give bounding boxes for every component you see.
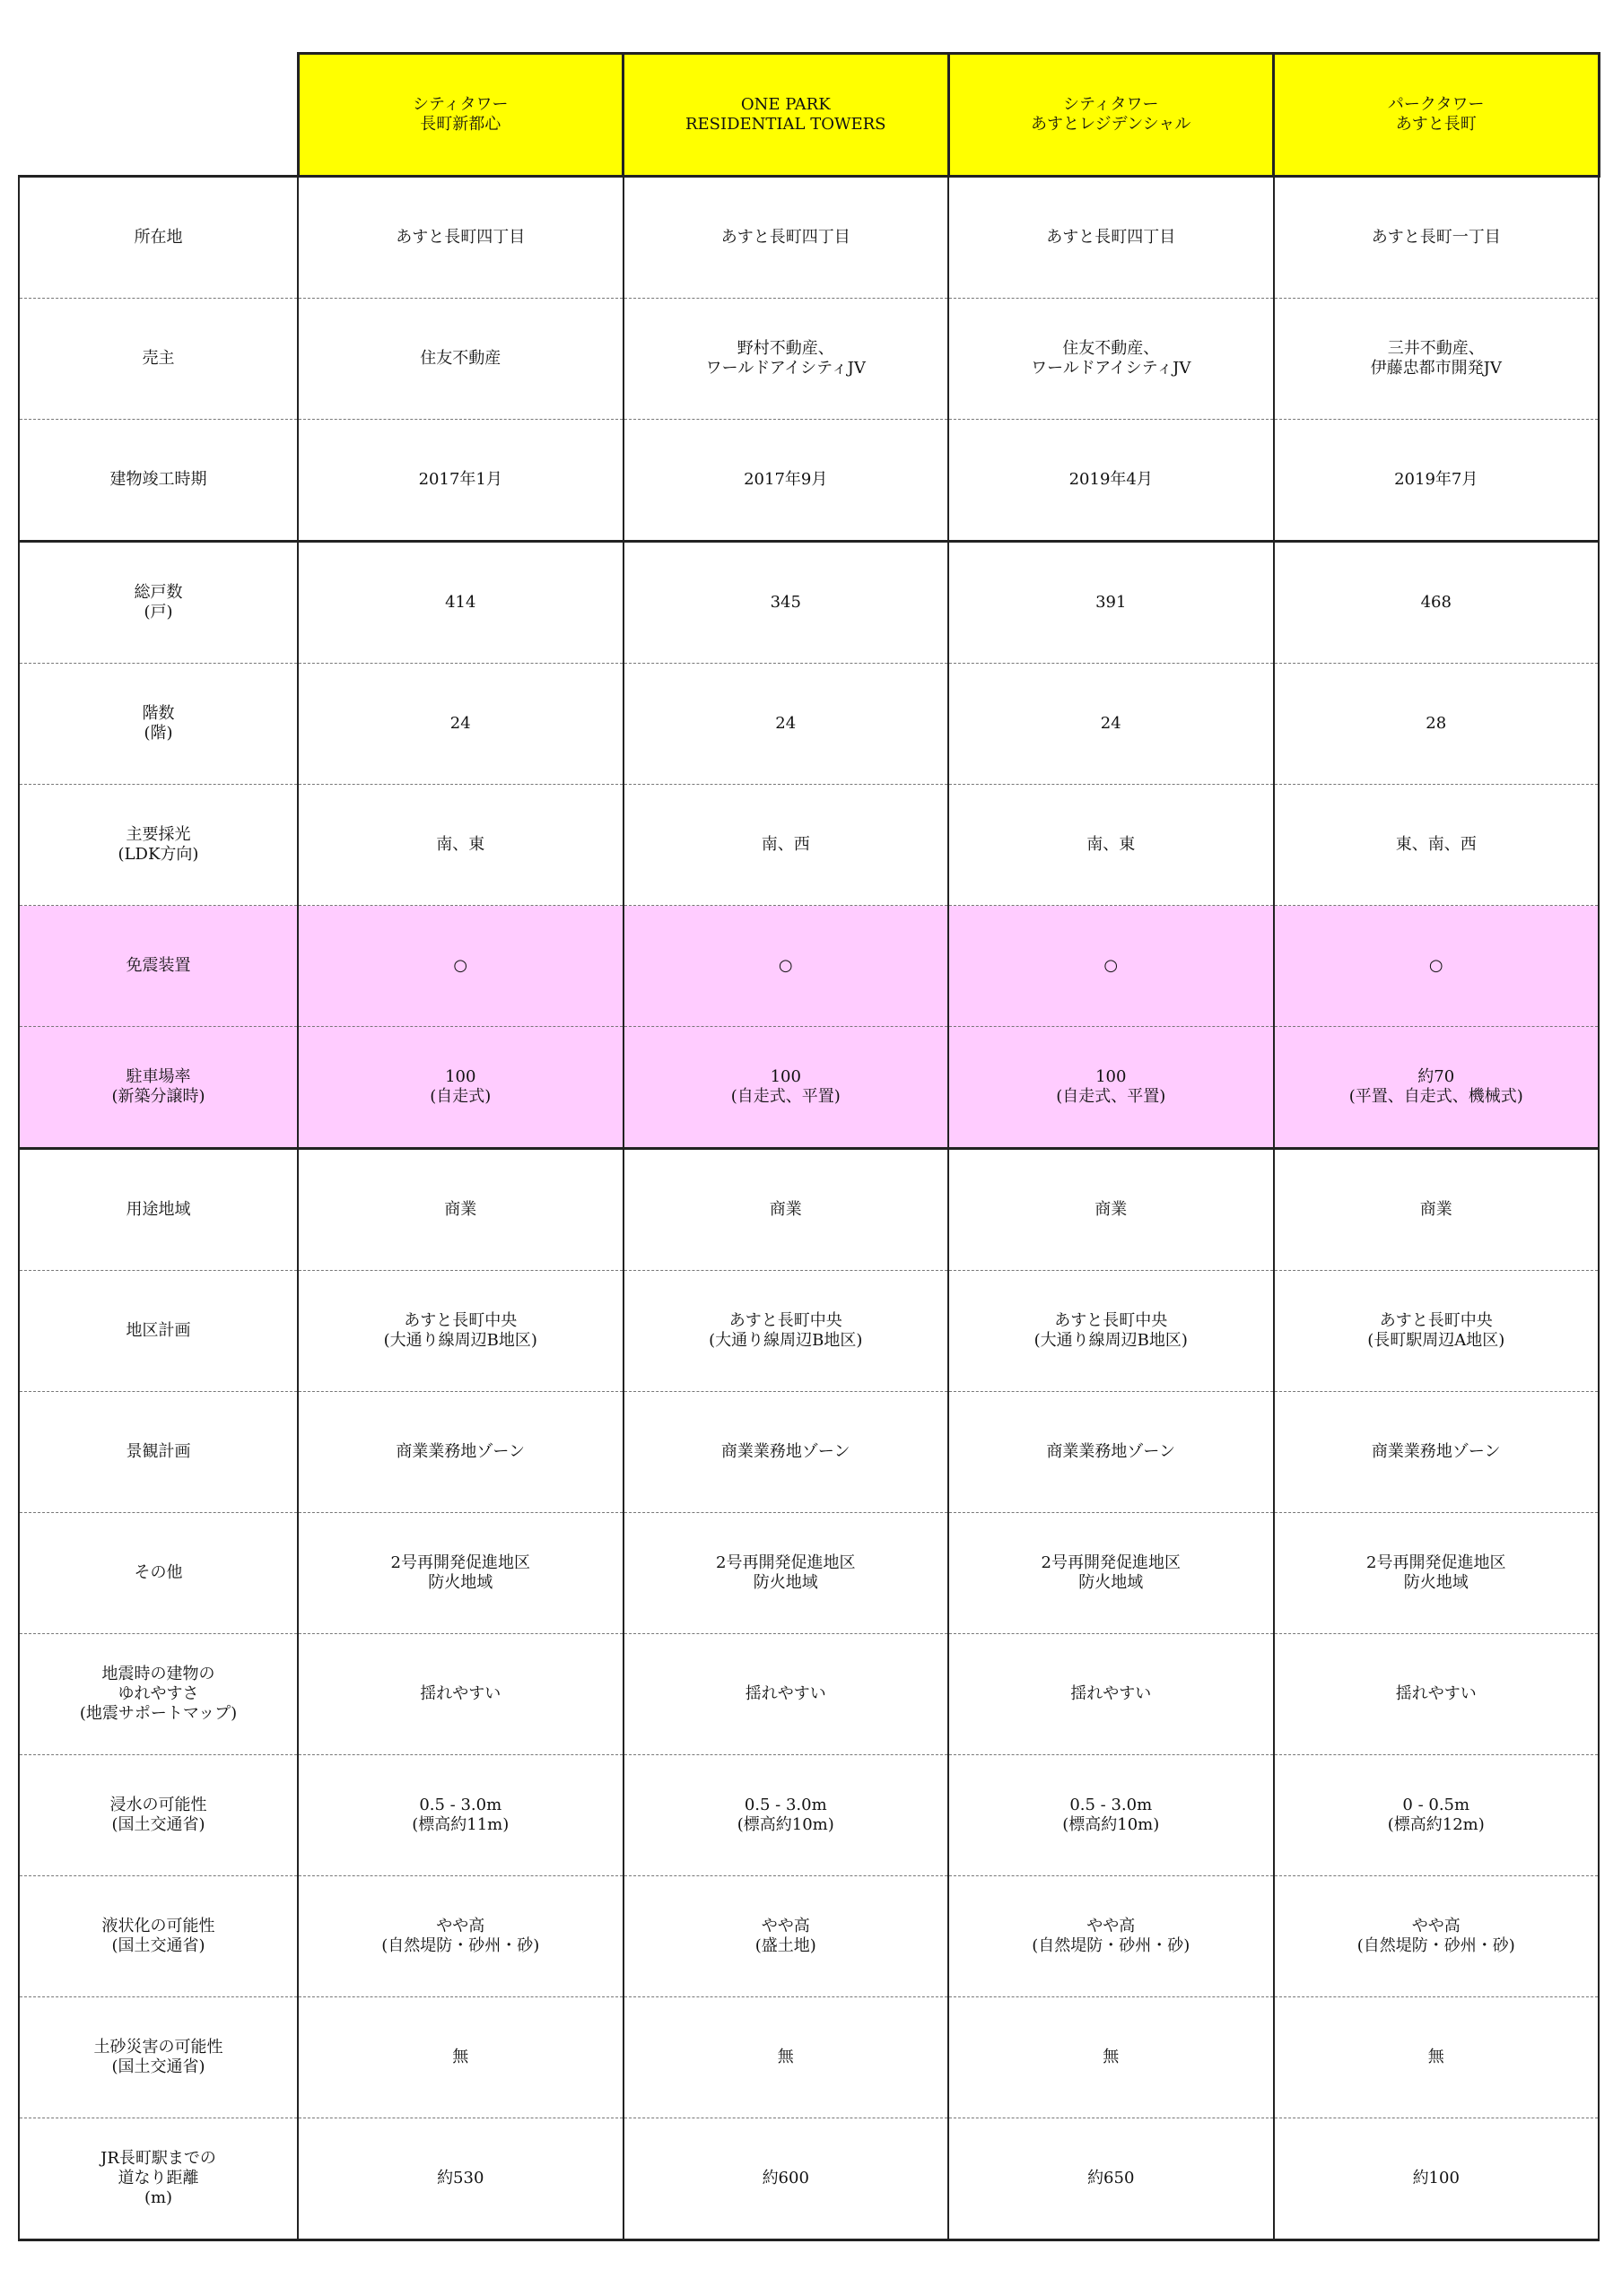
header-property-4 — [1274, 54, 1600, 177]
cell-line: 24 — [449, 714, 471, 733]
row-label — [19, 1634, 298, 1755]
cell-line: (自走式、平置) — [1056, 1087, 1166, 1106]
row-label — [19, 542, 298, 664]
cell-property-2 — [624, 177, 949, 299]
table-row — [19, 1755, 1599, 1876]
cell-line: 100 — [770, 1067, 801, 1086]
cell-line: (盛土地) — [754, 1936, 816, 1955]
cell-property-2 — [624, 420, 949, 542]
cell-property-2 — [624, 1027, 949, 1149]
row-label-line: ゆれやすさ — [118, 1684, 199, 1703]
cell-line: 391 — [1095, 593, 1127, 612]
cell-line: ○ — [1428, 956, 1443, 975]
row-label — [19, 1513, 298, 1634]
cell-line: 揺れやすい — [1395, 1684, 1477, 1703]
table-row — [19, 1634, 1599, 1755]
cell-property-1 — [298, 1271, 624, 1392]
cell-line: (自走式) — [430, 1087, 492, 1106]
cell-line: 約530 — [437, 2169, 484, 2187]
cell-property-1 — [298, 1876, 624, 1997]
row-label — [19, 1755, 298, 1876]
table-row — [19, 1271, 1599, 1392]
row-label-line: 売主 — [142, 349, 175, 368]
row-label-line: JR長町駅までの — [100, 2149, 216, 2168]
cell-property-3 — [948, 420, 1274, 542]
cell-line: 2号再開発促進地区 — [1041, 1553, 1181, 1572]
cell-line: (大通り線周辺B地区) — [709, 1331, 863, 1350]
cell-line: 2019年4月 — [1068, 470, 1153, 489]
table-row — [19, 420, 1599, 542]
cell-property-4 — [1274, 1149, 1600, 1271]
header-line: RESIDENTIAL TOWERS — [685, 115, 886, 134]
row-label-line: 建物竣工時期 — [109, 470, 207, 489]
cell-line: やや高 — [1086, 1917, 1136, 1935]
cell-line: (自然堤防・砂州・砂) — [1356, 1936, 1515, 1955]
cell-line: ○ — [778, 956, 793, 975]
cell-line: 0.5 - 3.0m — [419, 1796, 502, 1814]
row-label-line: (国土交通省) — [111, 1936, 205, 1955]
cell-property-3 — [948, 1271, 1274, 1392]
row-label — [19, 420, 298, 542]
cell-property-1 — [298, 1634, 624, 1755]
cell-property-2 — [624, 299, 949, 420]
cell-property-3 — [948, 299, 1274, 420]
cell-line: 100 — [1095, 1067, 1127, 1086]
header-line: パークタワー — [1387, 95, 1485, 114]
cell-line: 商業業務地ゾーン — [720, 1442, 850, 1461]
cell-property-3 — [948, 1997, 1274, 2118]
cell-property-1 — [298, 785, 624, 906]
table-row — [19, 1876, 1599, 1997]
row-label-line: 地震時の建物の — [101, 1665, 215, 1683]
cell-line: 28 — [1426, 714, 1447, 733]
header-line: ONE PARK — [740, 95, 831, 114]
cell-line: 三井不動産、 — [1387, 339, 1485, 358]
cell-line: 0.5 - 3.0m — [1069, 1796, 1153, 1814]
cell-property-2 — [624, 906, 949, 1027]
cell-property-1 — [298, 664, 624, 785]
header-line: シティタワー — [412, 95, 509, 114]
header-line: シティタワー — [1062, 95, 1159, 114]
cell-property-3 — [948, 1027, 1274, 1149]
header-property-1 — [298, 54, 624, 177]
header-line: あすと長町 — [1395, 115, 1477, 134]
cell-property-4 — [1274, 1271, 1600, 1392]
cell-line: 無 — [1103, 2048, 1120, 2066]
row-label — [19, 1876, 298, 1997]
cell-line: 防火地域 — [1403, 1573, 1469, 1592]
cell-property-4 — [1274, 1634, 1600, 1755]
cell-line: 0.5 - 3.0m — [744, 1796, 827, 1814]
cell-line: 東、南、西 — [1395, 835, 1477, 854]
cell-line: 野村不動産、 — [737, 339, 834, 358]
cell-line: 345 — [770, 593, 801, 612]
cell-property-3 — [948, 1149, 1274, 1271]
cell-line: 防火地域 — [1078, 1573, 1144, 1592]
table-row — [19, 906, 1599, 1027]
table-row — [19, 785, 1599, 906]
cell-property-1 — [298, 299, 624, 420]
cell-line: 468 — [1420, 593, 1452, 612]
row-label-line: 地区計画 — [126, 1321, 191, 1340]
cell-property-4 — [1274, 1997, 1600, 2118]
cell-line: 414 — [445, 593, 476, 612]
cell-property-2 — [624, 1997, 949, 2118]
cell-line: 揺れやすい — [1070, 1684, 1152, 1703]
cell-line: (平置、自走式、機械式) — [1348, 1087, 1523, 1106]
cell-property-1 — [298, 1997, 624, 2118]
cell-property-3 — [948, 1755, 1274, 1876]
row-label-line: 所在地 — [134, 228, 183, 247]
cell-line: あすと長町一丁目 — [1371, 228, 1501, 247]
cell-line: (標高約10m) — [1062, 1815, 1160, 1834]
cell-line: 約600 — [762, 2169, 809, 2187]
cell-line: やや高 — [1411, 1917, 1461, 1935]
cell-line: 100 — [445, 1067, 476, 1086]
row-label-line: 主要採光 — [126, 825, 191, 844]
cell-property-1 — [298, 420, 624, 542]
row-label — [19, 2118, 298, 2240]
row-label — [19, 177, 298, 299]
cell-property-3 — [948, 2118, 1274, 2240]
cell-line: 商業 — [444, 1200, 477, 1219]
cell-property-4 — [1274, 1027, 1600, 1149]
header-row — [19, 54, 1599, 177]
cell-line: (標高約12m) — [1387, 1815, 1485, 1834]
table-row — [19, 1149, 1599, 1271]
row-label-line: 総戸数 — [134, 583, 183, 602]
cell-line: 商業業務地ゾーン — [1046, 1442, 1176, 1461]
row-label — [19, 1149, 298, 1271]
cell-line: (標高約11m) — [412, 1815, 510, 1834]
row-label — [19, 1997, 298, 2118]
row-label-line: 階数 — [142, 704, 175, 723]
cell-property-4 — [1274, 1513, 1600, 1634]
cell-line: 防火地域 — [753, 1573, 818, 1592]
row-label — [19, 906, 298, 1027]
cell-line: あすと長町四丁目 — [1046, 228, 1176, 247]
cell-property-4 — [1274, 299, 1600, 420]
row-label-line: (戸) — [144, 603, 173, 622]
cell-property-4 — [1274, 1755, 1600, 1876]
cell-property-4 — [1274, 420, 1600, 542]
cell-line: 2017年9月 — [744, 470, 828, 489]
cell-line: 防火地域 — [428, 1573, 493, 1592]
cell-line: 0 - 0.5m — [1402, 1796, 1470, 1814]
cell-line: 2号再開発促進地区 — [716, 1553, 856, 1572]
cell-property-2 — [624, 1392, 949, 1513]
cell-line: 揺れやすい — [420, 1684, 501, 1703]
cell-property-1 — [298, 1027, 624, 1149]
cell-line: (標高約10m) — [737, 1815, 834, 1834]
row-label-line: 道なり距離 — [118, 2169, 199, 2187]
row-label-line: 用途地域 — [126, 1200, 191, 1219]
row-label — [19, 1271, 298, 1392]
cell-property-4 — [1274, 2118, 1600, 2240]
cell-property-1 — [298, 1513, 624, 1634]
row-label-line: その他 — [134, 1563, 183, 1582]
cell-property-1 — [298, 2118, 624, 2240]
cell-line: (長町駅周辺A地区) — [1367, 1331, 1505, 1350]
cell-property-3 — [948, 906, 1274, 1027]
row-label-line: 土砂災害の可能性 — [93, 2038, 223, 2057]
cell-line: 住友不動産、 — [1062, 339, 1160, 358]
cell-property-4 — [1274, 664, 1600, 785]
cell-line: (大通り線周辺B地区) — [1033, 1331, 1188, 1350]
cell-line: あすと長町四丁目 — [396, 228, 526, 247]
cell-line: ○ — [1103, 956, 1119, 975]
cell-line: やや高 — [761, 1917, 810, 1935]
cell-line: 商業 — [1419, 1200, 1452, 1219]
table-row — [19, 1392, 1599, 1513]
cell-line: 24 — [775, 714, 797, 733]
cell-property-2 — [624, 1634, 949, 1755]
cell-property-2 — [624, 1876, 949, 1997]
row-label-line: 景観計画 — [126, 1442, 191, 1461]
row-label-line: (新築分譲時) — [111, 1087, 205, 1106]
row-label-line: 浸水の可能性 — [109, 1796, 207, 1814]
table-row — [19, 1027, 1599, 1149]
cell-line: 住友不動産 — [420, 349, 501, 368]
cell-property-1 — [298, 542, 624, 664]
cell-property-1 — [298, 906, 624, 1027]
cell-line: 南、西 — [761, 835, 810, 854]
cell-property-4 — [1274, 1876, 1600, 1997]
cell-line: 揺れやすい — [745, 1684, 826, 1703]
cell-property-1 — [298, 1149, 624, 1271]
cell-line: 約650 — [1087, 2169, 1135, 2187]
cell-property-2 — [624, 542, 949, 664]
cell-property-4 — [1274, 785, 1600, 906]
cell-line: (大通り線周辺B地区) — [383, 1331, 537, 1350]
cell-line: あすと長町中央 — [1379, 1311, 1493, 1330]
cell-line: (自走式、平置) — [730, 1087, 841, 1106]
cell-line: あすと長町四丁目 — [720, 228, 850, 247]
cell-property-3 — [948, 542, 1274, 664]
cell-line: やや高 — [436, 1917, 485, 1935]
cell-property-3 — [948, 1392, 1274, 1513]
row-label-line: (地震サポートマップ) — [79, 1704, 238, 1723]
table-row — [19, 2118, 1599, 2240]
row-label-line: 液状化の可能性 — [101, 1917, 215, 1935]
cell-property-1 — [298, 1392, 624, 1513]
header-property-3 — [948, 54, 1274, 177]
table-row — [19, 177, 1599, 299]
table-row — [19, 542, 1599, 664]
cell-line: 伊藤忠都市開発JV — [1370, 359, 1502, 378]
cell-property-2 — [624, 1513, 949, 1634]
cell-property-3 — [948, 1634, 1274, 1755]
row-label — [19, 664, 298, 785]
cell-line: 2号再開発促進地区 — [390, 1553, 530, 1572]
cell-property-1 — [298, 1755, 624, 1876]
cell-line: 2019年7月 — [1394, 470, 1478, 489]
cell-property-2 — [624, 785, 949, 906]
table-row — [19, 299, 1599, 420]
cell-property-3 — [948, 1513, 1274, 1634]
cell-line: 南、東 — [436, 835, 485, 854]
cell-line: 2017年1月 — [418, 470, 502, 489]
cell-property-2 — [624, 1149, 949, 1271]
cell-line: 無 — [452, 2048, 469, 2066]
cell-property-3 — [948, 177, 1274, 299]
row-label-line: (LDK方向) — [118, 845, 199, 864]
cell-line: ワールドアイシティJV — [1031, 359, 1191, 378]
cell-line: 約70 — [1417, 1067, 1455, 1086]
cell-line: 商業 — [769, 1200, 802, 1219]
table-row — [19, 1997, 1599, 2118]
row-label-line: (階) — [144, 724, 173, 743]
cell-line: 南、東 — [1086, 835, 1136, 854]
cell-property-4 — [1274, 542, 1600, 664]
cell-line: (自然堤防・砂州・砂) — [381, 1936, 540, 1955]
cell-line: 商業業務地ゾーン — [1371, 1442, 1501, 1461]
table-row — [19, 664, 1599, 785]
row-label-line: 免震装置 — [126, 956, 191, 975]
header-corner-blank — [19, 54, 298, 177]
cell-property-2 — [624, 1755, 949, 1876]
cell-property-4 — [1274, 906, 1600, 1027]
row-label-line: 駐車場率 — [126, 1067, 191, 1086]
cell-property-1 — [298, 177, 624, 299]
cell-property-4 — [1274, 177, 1600, 299]
header-line: 長町新都心 — [420, 115, 501, 134]
row-label — [19, 785, 298, 906]
cell-line: 2号再開発促進地区 — [1366, 1553, 1506, 1572]
cell-line: 無 — [777, 2048, 794, 2066]
table-body — [19, 54, 1599, 2240]
row-label — [19, 299, 298, 420]
cell-property-2 — [624, 1271, 949, 1392]
row-label-line: (m) — [144, 2188, 173, 2207]
cell-line: あすと長町中央 — [1054, 1311, 1168, 1330]
table-row — [19, 1513, 1599, 1634]
row-label — [19, 1392, 298, 1513]
cell-property-2 — [624, 664, 949, 785]
row-label-line: (国土交通省) — [111, 2057, 205, 2076]
cell-property-3 — [948, 1876, 1274, 1997]
cell-line: 24 — [1100, 714, 1121, 733]
cell-property-3 — [948, 785, 1274, 906]
cell-property-3 — [948, 664, 1274, 785]
header-property-2 — [624, 54, 949, 177]
cell-line: 商業 — [1094, 1200, 1128, 1219]
header-line: あすとレジデンシャル — [1031, 115, 1191, 134]
cell-line: あすと長町中央 — [404, 1311, 518, 1330]
cell-property-2 — [624, 2118, 949, 2240]
row-label-line: (国土交通省) — [111, 1815, 205, 1834]
row-label — [19, 1027, 298, 1149]
cell-property-4 — [1274, 1392, 1600, 1513]
cell-line: あすと長町中央 — [728, 1311, 842, 1330]
cell-line: 約100 — [1412, 2169, 1460, 2187]
cell-line: ○ — [453, 956, 468, 975]
cell-line: ワールドアイシティJV — [705, 359, 866, 378]
cell-line: (自然堤防・砂州・砂) — [1032, 1936, 1190, 1955]
property-comparison-table — [18, 52, 1600, 2241]
cell-line: 商業業務地ゾーン — [396, 1442, 526, 1461]
cell-line: 無 — [1427, 2048, 1444, 2066]
